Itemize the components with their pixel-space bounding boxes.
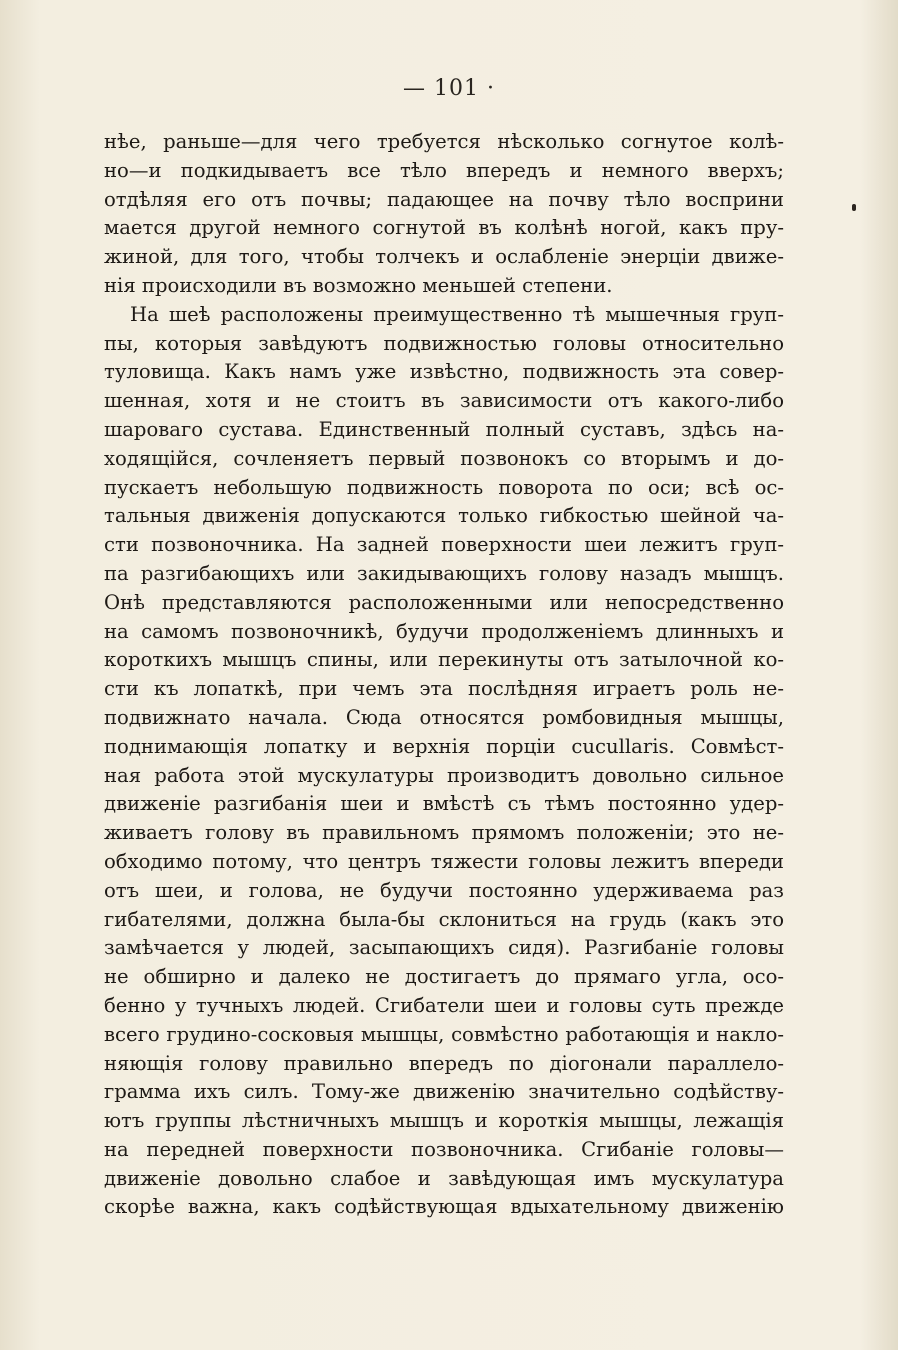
text-line: живаетъ голову въ правильномъ прямомъ положеніи; это не- [104, 821, 784, 845]
text-line: Онѣ представляются расположенными или непосредственно [104, 590, 784, 614]
text-line: жиной, для того, чтобы толчекъ и ослабленіе энерціи движе- [104, 245, 784, 269]
text-line: пы, которыя завѣдуютъ подвижностью головы относительно [104, 331, 784, 355]
text-line: нѣе, раньше—для чего требуется нѣсколько согнутое колѣ- [104, 130, 784, 153]
text-line: короткихъ мышцъ спины, или перекинуты отъ затылочной ко- [104, 648, 784, 672]
text-line: движеніе разгибанія шеи и вмѣстѣ съ тѣмъ постоянно удер- [104, 792, 784, 816]
text-line: обходимо потому, что центръ тяжести головы лежитъ впереди [104, 849, 784, 873]
text-line: нія происходили въ возможно меньшей степени. [104, 273, 613, 297]
text-line: на самомъ позвоночникѣ, будучи продолженіемъ длинныхъ и [104, 619, 784, 643]
text-line: грамма ихъ силъ. Тому-же движенію значительно содѣйству- [104, 1080, 784, 1104]
text-line: тальныя движенія допускаются только гибкостью шейной ча- [104, 504, 784, 528]
text-line: не обширно и далеко не достигаетъ до прямаго угла, осо- [104, 965, 784, 989]
text-line: скорѣе важна, какъ содѣйствующая вдыхательному движенію [104, 1195, 784, 1219]
text-line: на передней поверхности позвоночника. Сгибаніе головы— [104, 1137, 784, 1161]
text-line: ная работа этой мускулатуры производитъ довольно сильное [104, 763, 784, 787]
text-line: шенная, хотя и не стоитъ въ зависимости отъ какого-либо [104, 389, 784, 413]
text-line: шароваго сустава. Единственный полный суставъ, здѣсь на- [104, 417, 784, 441]
text-line: ютъ группы лѣстничныхъ мышцъ и короткія мышцы, лежащія [104, 1109, 784, 1133]
text-line: всего грудино-сосковыя мышцы, совмѣстно работающія и накло- [104, 1022, 784, 1046]
text-line: движеніе довольно слабое и завѣдующая имъ мускулатура [104, 1166, 784, 1190]
text-line: На шеѣ расположены преимущественно тѣ мышечныя груп- [130, 302, 784, 326]
text-line: няющія голову правильно впередъ по діогонали параллело- [104, 1051, 784, 1075]
text-line: ходящійся, сочленяетъ первый позвонокъ со вторымъ и до- [104, 446, 784, 470]
text-line: сти къ лопаткѣ, при чемъ эта послѣдняя играетъ роль не- [104, 677, 784, 701]
text-line: отъ шеи, и голова, не будучи постоянно удерживаема раз [104, 878, 784, 902]
text-line: сти позвоночника. На задней поверхности шеи лежитъ груп- [104, 533, 784, 557]
text-line: но—и подкидываетъ все тѣло впередъ и немного вверхъ; [104, 158, 784, 182]
page-number: — 101 · [403, 76, 495, 101]
ink-speck [852, 204, 856, 211]
text-line: подвижнато начала. Сюда относятся ромбовидныя мышцы, [104, 705, 784, 729]
text-line: туловища. Какъ намъ уже извѣстно, подвижность эта совер- [104, 360, 784, 384]
text-line: замѣчается у людей, засыпающихъ сидя). Разгибаніе головы [104, 936, 784, 960]
text-line: мается другой немного согнутой въ колѣнѣ ногой, какъ пру- [104, 216, 784, 240]
body-text [104, 128, 784, 1222]
text-line: бенно у тучныхъ людей. Сгибатели шеи и головы суть прежде [104, 993, 784, 1017]
text-line: отдѣляя его отъ почвы; падающее на почву тѣло восприни [104, 187, 784, 211]
text-line: гибателями, должна была-бы склониться на грудь (какъ это [104, 907, 784, 931]
text-line: па разгибающихъ или закидывающихъ голову назадъ мышцъ. [104, 561, 784, 585]
text-line: пускаетъ небольшую подвижность поворота по оси; всѣ ос- [104, 475, 784, 499]
text-line: поднимающія лопатку и верхнія порціи cucullaris. Совмѣст- [104, 734, 784, 758]
